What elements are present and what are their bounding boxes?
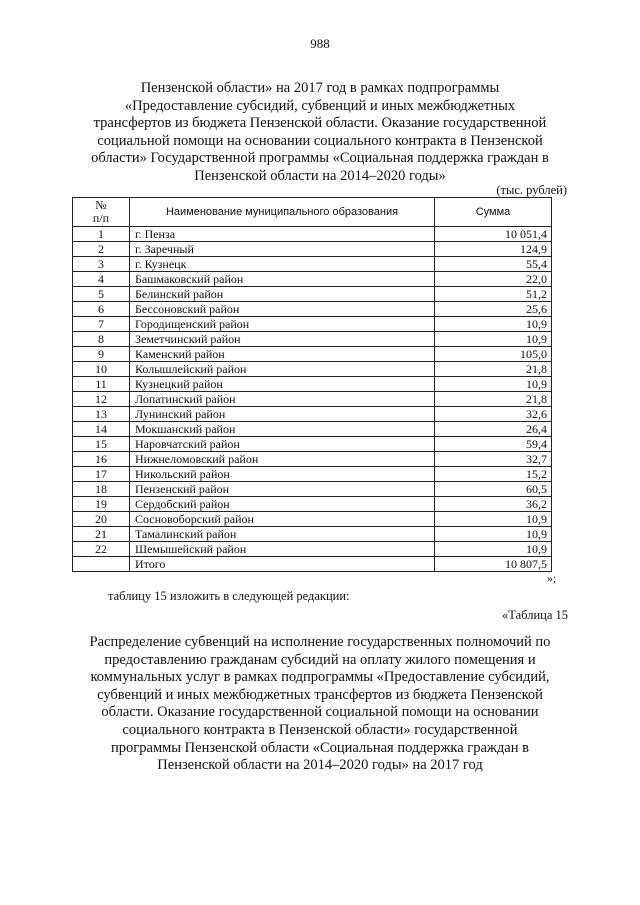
row-sum: 51,2: [435, 287, 552, 302]
row-name: г. Пенза: [130, 227, 435, 242]
table-total-row: [73, 557, 552, 572]
row-num: 10: [73, 362, 130, 377]
row-name: Пензенский район: [130, 482, 435, 497]
row-name: г. Заречный: [130, 242, 435, 257]
row-num: 1: [73, 227, 130, 242]
row-name: Кузнецкий район: [130, 377, 435, 392]
row-sum: 21,8: [435, 362, 552, 377]
row-num: 2: [73, 242, 130, 257]
row-sum: 10,9: [435, 527, 552, 542]
table-row: [73, 512, 552, 527]
table-row: [73, 407, 552, 422]
intro-line: Пензенской области на 2014–2020 годы»: [194, 167, 446, 184]
total-sum: 10 807,5: [435, 557, 552, 572]
table-heading: [70, 634, 570, 775]
row-name: Нижнеломовский район: [130, 452, 435, 467]
table-row: [73, 467, 552, 482]
row-sum: 22,0: [435, 272, 552, 287]
table-row: [73, 317, 552, 332]
row-sum: 10,9: [435, 317, 552, 332]
row-name: Лунинский район: [130, 407, 435, 422]
heading-line: области. Оказание государственной социальной помощи на основании: [101, 704, 539, 721]
header-num-line2: п/п: [92, 211, 110, 225]
row-num: 5: [73, 287, 130, 302]
row-name: Тамалинский район: [130, 527, 435, 542]
row-name: Сосновоборский район: [130, 512, 435, 527]
intro-line: Пензенской области» на 2017 год в рамках подпрограммы: [140, 80, 500, 96]
row-sum: 60,5: [435, 482, 552, 497]
table-label: «Таблица 15: [502, 608, 568, 622]
table-row: [73, 527, 552, 542]
row-sum: 10 051,4: [435, 227, 552, 242]
heading-line: программы Пензенской области «Социальная поддержка граждан в: [111, 739, 529, 756]
row-num: 21: [73, 527, 130, 542]
row-sum: 10,9: [435, 542, 552, 557]
table-row: [73, 287, 552, 302]
heading-line: коммунальных услуг в рамках подпрограммы «Предоставление субсидий,: [90, 669, 550, 686]
row-sum: 10,9: [435, 377, 552, 392]
row-sum: 25,6: [435, 302, 552, 317]
row-sum: 124,9: [435, 242, 552, 257]
row-name: Мокшанский район: [130, 422, 435, 437]
table-row: [73, 302, 552, 317]
heading-line: социального контракта в Пензенской области» государственной: [122, 721, 518, 738]
row-num: 22: [73, 542, 130, 557]
intro-line: социальной помощи на основании социального контракта в Пензенской: [97, 132, 543, 149]
intro-line: области» Государственной программы «Социальная поддержка граждан в: [91, 150, 549, 167]
table-body: [73, 227, 552, 572]
heading-line: предоставлению гражданам субсидий на оплату жилого помещения и: [104, 651, 536, 668]
row-num: 17: [73, 467, 130, 482]
row-name: Лопатинский район: [130, 392, 435, 407]
row-sum: 105,0: [435, 347, 552, 362]
row-name: Бессоновский район: [130, 302, 435, 317]
row-sum: 26,4: [435, 422, 552, 437]
total-num: [73, 557, 130, 572]
table-row: [73, 422, 552, 437]
table-row: [73, 227, 552, 242]
table-end-mark: »;: [547, 571, 557, 585]
row-num: 18: [73, 482, 130, 497]
units-label: (тыс. рублей): [496, 183, 567, 197]
row-sum: 32,7: [435, 452, 552, 467]
row-sum: 32,6: [435, 407, 552, 422]
row-num: 19: [73, 497, 130, 512]
table-row: [73, 347, 552, 362]
row-name: Сердобский район: [130, 497, 435, 512]
row-name: Наровчатский район: [130, 437, 435, 452]
row-sum: 15,2: [435, 467, 552, 482]
row-num: 16: [73, 452, 130, 467]
amendment-instruction: таблицу 15 изложить в следующей редакции:: [108, 589, 350, 603]
table-row: [73, 377, 552, 392]
row-sum: 59,4: [435, 437, 552, 452]
intro-text: [70, 80, 570, 186]
table-row: [73, 272, 552, 287]
row-sum: 55,4: [435, 257, 552, 272]
header-num-line1: №: [95, 198, 107, 212]
row-name: Башмаковский район: [130, 272, 435, 287]
row-sum: 21,8: [435, 392, 552, 407]
row-name: г. Кузнецк: [130, 257, 435, 272]
row-num: 6: [73, 302, 130, 317]
row-num: 12: [73, 392, 130, 407]
header-name: Наименование муниципального образования: [130, 198, 435, 227]
row-num: 13: [73, 407, 130, 422]
heading-line: Пензенской области на 2014–2020 годы» на 2017 год: [157, 757, 483, 774]
row-num: 20: [73, 512, 130, 527]
row-sum: 10,9: [435, 332, 552, 347]
total-name: Итого: [130, 557, 435, 572]
heading-line: субвенций и иных межбюджетных трансфертов из бюджета Пензенской: [97, 686, 543, 703]
row-num: 11: [73, 377, 130, 392]
row-name: Каменский район: [130, 347, 435, 362]
table-row: [73, 242, 552, 257]
header-num: [73, 198, 130, 227]
table-row: [73, 452, 552, 467]
table-row: [73, 392, 552, 407]
row-num: 14: [73, 422, 130, 437]
row-name: Земетчинский район: [130, 332, 435, 347]
table-row: [73, 437, 552, 452]
row-num: 8: [73, 332, 130, 347]
table-row: [73, 332, 552, 347]
heading-line: Распределение субвенций на исполнение государственных полномочий по: [89, 634, 551, 650]
row-num: 3: [73, 257, 130, 272]
row-num: 7: [73, 317, 130, 332]
row-sum: 10,9: [435, 512, 552, 527]
intro-line: трансфертов из бюджета Пензенской области. Оказание государственной: [93, 115, 547, 132]
row-name: Городищенский район: [130, 317, 435, 332]
row-num: 4: [73, 272, 130, 287]
table-row: [73, 497, 552, 512]
row-name: Белинский район: [130, 287, 435, 302]
row-sum: 36,2: [435, 497, 552, 512]
row-name: Колышлейский район: [130, 362, 435, 377]
table-row: [73, 362, 552, 377]
table-row: [73, 542, 552, 557]
subsidy-table: [72, 197, 552, 572]
header-sum: Сумма: [435, 198, 552, 227]
row-name: Никольский район: [130, 467, 435, 482]
table-header-row: [73, 198, 552, 227]
table-row: [73, 482, 552, 497]
intro-line: «Предоставление субсидий, субвенций и иных межбюджетных: [124, 97, 516, 114]
row-name: Шемышейский район: [130, 542, 435, 557]
table-row: [73, 257, 552, 272]
row-num: 9: [73, 347, 130, 362]
page-number: 988: [310, 36, 330, 51]
row-num: 15: [73, 437, 130, 452]
